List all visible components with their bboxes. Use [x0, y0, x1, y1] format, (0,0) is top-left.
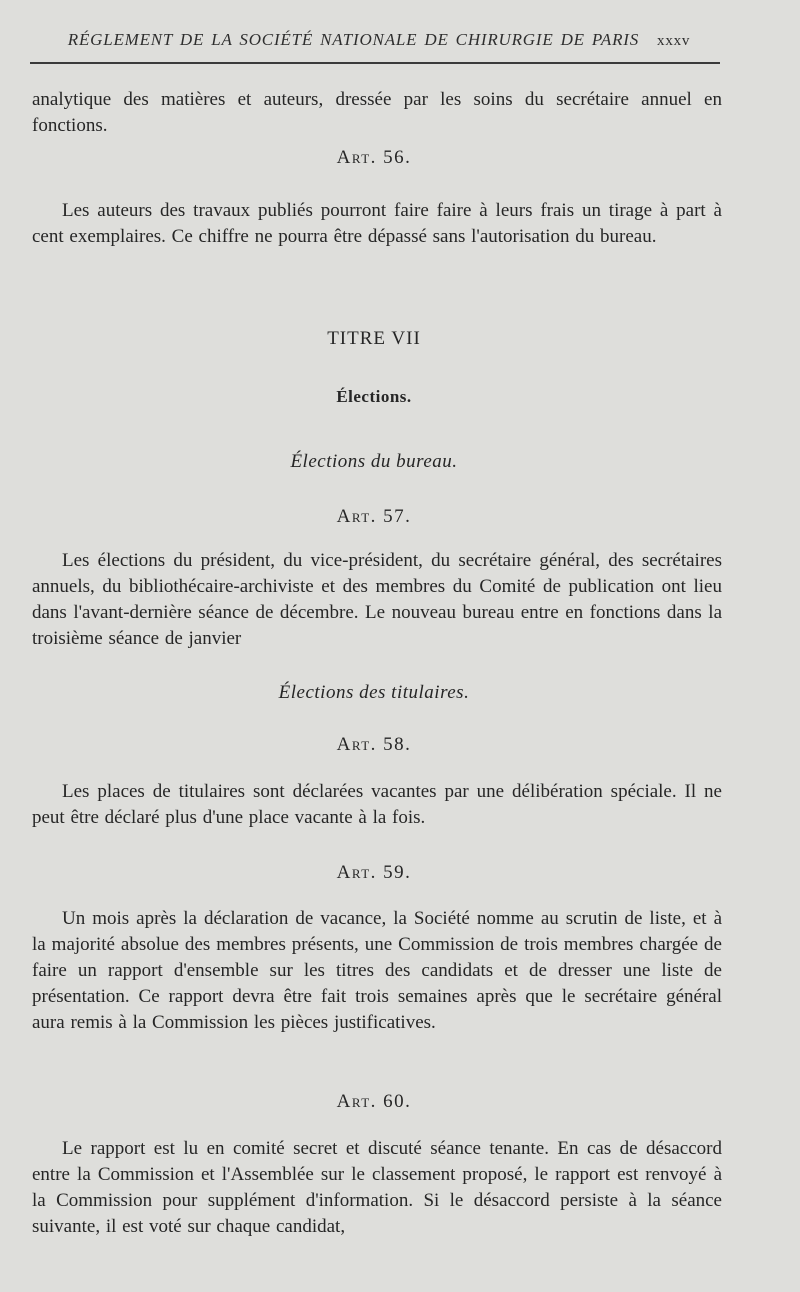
header-rule — [30, 62, 720, 64]
title-vii-subheading: Élections. — [336, 387, 412, 406]
page-number: xxxv — [657, 33, 691, 49]
section-heading-bureau: Élections du bureau. — [290, 451, 458, 472]
running-header — [34, 30, 724, 50]
article-56-heading: Art. 56. — [336, 147, 412, 168]
section-heading-titulaires: Élections des titulaires. — [278, 682, 470, 703]
article-60-text: Le rapport est lu en comité secret et discuté séance tenante. En cas de désaccord entre la Commission et l'Assemblée sur le classement proposé, le rapport est renvoyé à la Commission pour supplément d'information. Si le désaccord persiste à la séance suivante, il est voté sur chaque candidat, — [32, 1138, 722, 1237]
running-title: RÉGLEMENT DE LA SOCIÉTÉ NATIONALE DE CHIRURGIE DE PARIS — [67, 30, 640, 49]
article-58-heading: Art. 58. — [336, 734, 412, 755]
article-57-heading: Art. 57. — [336, 506, 412, 527]
article-60-heading: Art. 60. — [336, 1091, 412, 1112]
article-59-text: Un mois après la déclaration de vacance, la Société nomme au scrutin de liste, et à la majorité absolue des membres présents, une Commission de trois membres chargée de faire un rapport d'ensemble sur les titres des candidats et de dresser une liste de présentation. Ce rapport devra être fait trois semaines après que le secrétaire général aura remis à la Commission les pièces justificatives. — [32, 908, 722, 1033]
title-vii-heading: TITRE VII — [327, 328, 421, 349]
article-58-text: Les places de titulaires sont déclarées vacantes par une délibération spéciale. Il ne peut être déclaré plus d'une place vacante à la fois. — [32, 781, 722, 828]
article-59-heading: Art. 59. — [336, 862, 412, 883]
article-57-text: Les élections du président, du vice-président, du secrétaire général, des secrétaires annuels, du bibliothécaire-archiviste et des membres du Comité de publication ont lieu dans l'avant-dernière séance de décembre. Le nouveau bureau entre en fonctions dans la troisième séance de janvier — [32, 550, 722, 649]
article-56-text: Les auteurs des travaux publiés pourront faire faire à leurs frais un tirage à part à cent exemplaires. Ce chiffre ne pourra être dépassé sans l'autorisation du bureau. — [32, 200, 722, 247]
paragraph-continued: analytique des matières et auteurs, dressée par les soins du secrétaire annuel en fonctions. — [32, 89, 722, 136]
